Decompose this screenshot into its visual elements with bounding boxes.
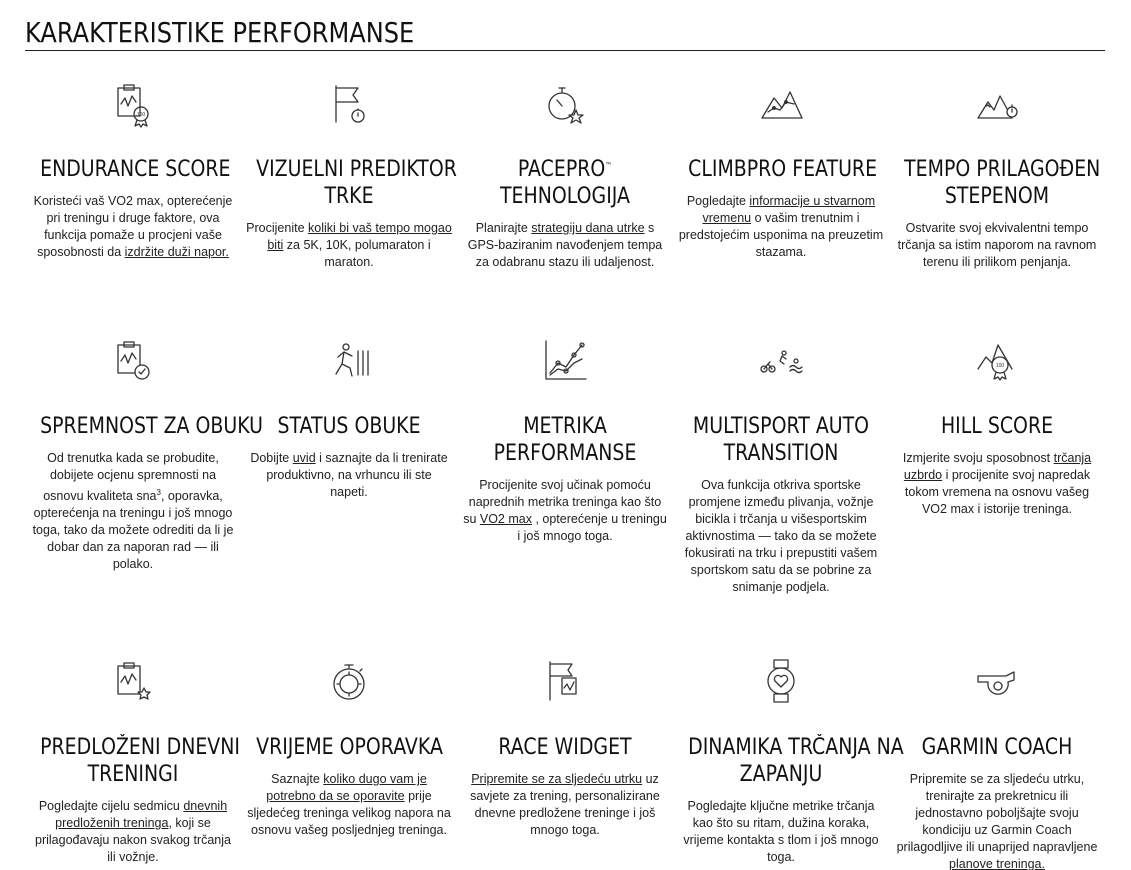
clipboard-check-icon — [108, 335, 158, 385]
feature-title: MULTISPORT AUTO TRANSITION — [692, 414, 870, 466]
feature-description: Dobijte uvid i saznajte da li trenirate produktivno, na vrhuncu ili ste napeti. — [250, 451, 448, 499]
feature-description: Ostvarite svoj ekvivalentni tempo trčanja sa istim naporom na ravnom terenu ili prilikom penjanja. — [897, 221, 1097, 269]
feature-title: CLIMBPRO FEATURE — [688, 157, 878, 182]
runner-icon — [324, 335, 374, 385]
feature-description: Procijenite koliki bi vaš tempo mogao biti za 5K, 10K, polumaraton i maraton. — [246, 221, 452, 269]
feature-description: Procijenite svoj učinak pomoću naprednih metrika treninga kao što su VO2 max , opterećenje u treningu i još mnogo toga. — [463, 478, 667, 543]
feature-card — [889, 335, 1105, 518]
feature-card — [673, 656, 904, 866]
feature-link[interactable]: uvid — [292, 451, 316, 465]
clipboard-star-icon — [108, 656, 158, 706]
feature-card — [457, 335, 673, 545]
line-chart-icon — [540, 335, 590, 385]
feature-link[interactable]: trčanja uzbrdo — [903, 451, 1092, 482]
feature-link[interactable]: izdržite duži napor. — [124, 245, 229, 259]
feature-title: ENDURANCE SCORE — [40, 157, 231, 182]
feature-card — [673, 335, 889, 596]
svg-text:100: 100 — [995, 363, 1005, 369]
feature-link[interactable]: planove treninga. — [949, 857, 1045, 870]
feature-card — [25, 78, 241, 261]
feature-link[interactable]: Pripremite se za sljedeću utrku — [471, 772, 643, 786]
feature-description: Izmjerite svoju sposobnost trčanja uzbrdo i procijenite svoj napredak tokom vremena na osnovu vašeg VO2 max i istorije treninga. — [902, 451, 1092, 516]
feature-title: STATUS OBUKE — [277, 414, 421, 439]
feature-title: VIZUELNI PREDIKTOR TRKE — [256, 157, 457, 209]
feature-description: Koristeći vaš VO2 max, opterećenje pri treningu i druge faktore, ova funkcija pomaže u procjeni vaše sposobnosti da izdržite duži napor. — [33, 194, 233, 259]
feature-link[interactable]: dnevnih predloženih treninga — [55, 799, 228, 830]
clipboard-badge-icon — [108, 78, 158, 128]
multisport-icon — [756, 335, 806, 385]
feature-card — [457, 78, 673, 271]
feature-title: SPREMNOST ZA OBUKU — [40, 414, 263, 439]
feature-card — [241, 78, 457, 271]
feature-link[interactable]: VO2 max — [479, 512, 532, 526]
feature-card — [241, 656, 457, 839]
whistle-icon — [972, 656, 1022, 706]
feature-title: DINAMIKA TRČANJA NA ZAPANJU — [688, 735, 904, 787]
title-divider — [25, 50, 1105, 51]
feature-title: METRIKA PERFORMANSE — [493, 414, 637, 466]
stopwatch-star-icon — [540, 78, 590, 128]
feature-link[interactable]: strategiju dana utrke — [531, 221, 645, 235]
feature-title: PREDLOŽENI DNEVNI TRENINGI — [40, 735, 240, 787]
feature-description: Planirajte strategiju dana utrke s GPS-baziranim navođenjem tempa za odabranu stazu ili udaljenost. — [467, 221, 663, 269]
feature-card — [457, 656, 673, 839]
feature-description: Pripremite se za sljedeću utrku uz savjete za trening, personalizirane dnevne predložene treninge i još mnogo toga. — [470, 772, 660, 837]
recovery-timer-icon — [324, 656, 374, 706]
svg-text:100: 100 — [136, 112, 146, 118]
feature-link[interactable]: koliki bi vaš tempo mogao biti — [267, 221, 452, 252]
feature-card — [241, 335, 457, 501]
feature-title: HILL SCORE — [940, 414, 1054, 439]
feature-card — [25, 335, 263, 573]
watch-heart-icon — [756, 656, 806, 706]
mountain-stopwatch-icon — [972, 78, 1022, 128]
feature-description: Pogledajte cijelu sedmicu dnevnih predloženih treninga, koji se prilagođavaju nakon svakog trčanja ili vožnje. — [35, 799, 231, 864]
feature-title: VRIJEME OPORAVKA — [256, 735, 443, 760]
feature-link[interactable]: informacije u stvarnom vremenu — [702, 194, 876, 225]
feature-title: TEMPO PRILAGOĐEN STEPENOM — [904, 157, 1101, 209]
feature-card — [25, 656, 241, 866]
feature-card — [889, 656, 1105, 870]
feature-card — [889, 78, 1105, 271]
flag-stopwatch-icon — [324, 78, 374, 128]
feature-title: PACEPRO™ TEHNOLOGIJA — [500, 157, 630, 209]
mountain-chart-icon — [756, 78, 806, 128]
feature-description: Pogledajte informacije u stvarnom vremenu o vašim trenutnim i predstojećim usponima na preuzetim stazama. — [678, 194, 884, 259]
feature-description: Ova funkcija otkriva sportske promjene između plivanja, vožnje bicikla i trčanja u višesportskim aktivnostima — tako da se možete fokusirati na trku i prepustiti vašem sportskom satu da se pobrine za snimanje podjela. — [684, 478, 878, 594]
feature-description: Pogledajte ključne metrike trčanja kao što su ritam, dužina koraka, vrijeme kontakta s tlom i još mnogo toga. — [683, 799, 879, 864]
feature-link[interactable]: koliko dugo vam je potrebno da se oporavite — [266, 772, 427, 803]
page-title: KARAKTERISTIKE PERFORMANSE — [25, 16, 415, 49]
hill-badge-icon — [972, 335, 1022, 385]
feature-title: GARMIN COACH — [921, 735, 1073, 760]
feature-description: Pripremite se za sljedeću utrku, trenirajte za prekretnicu ili jednostavno poboljšajte svoju kondiciju uz Garmin Coach prilagodljive ili unaprijed napravljene planove treninga. — [896, 772, 1098, 870]
feature-card — [673, 78, 889, 261]
feature-description: Od trenutka kada se probudite, dobijete ocjenu spremnosti na osnovu kvaliteta sna$^3$, oporavka, opterećenja na treningu i još mnogo toga, tako da možete odrediti da li je dobar dan za naporan rad — ili polako. — [32, 451, 234, 572]
feature-description: Saznajte koliko dugo vam je potrebno da se oporavite prije sljedećeg treninga velikog napora na osnovu vašeg posljednjeg treninga. — [247, 772, 451, 837]
feature-title: RACE WIDGET — [498, 735, 632, 760]
race-flag-icon — [540, 656, 590, 706]
